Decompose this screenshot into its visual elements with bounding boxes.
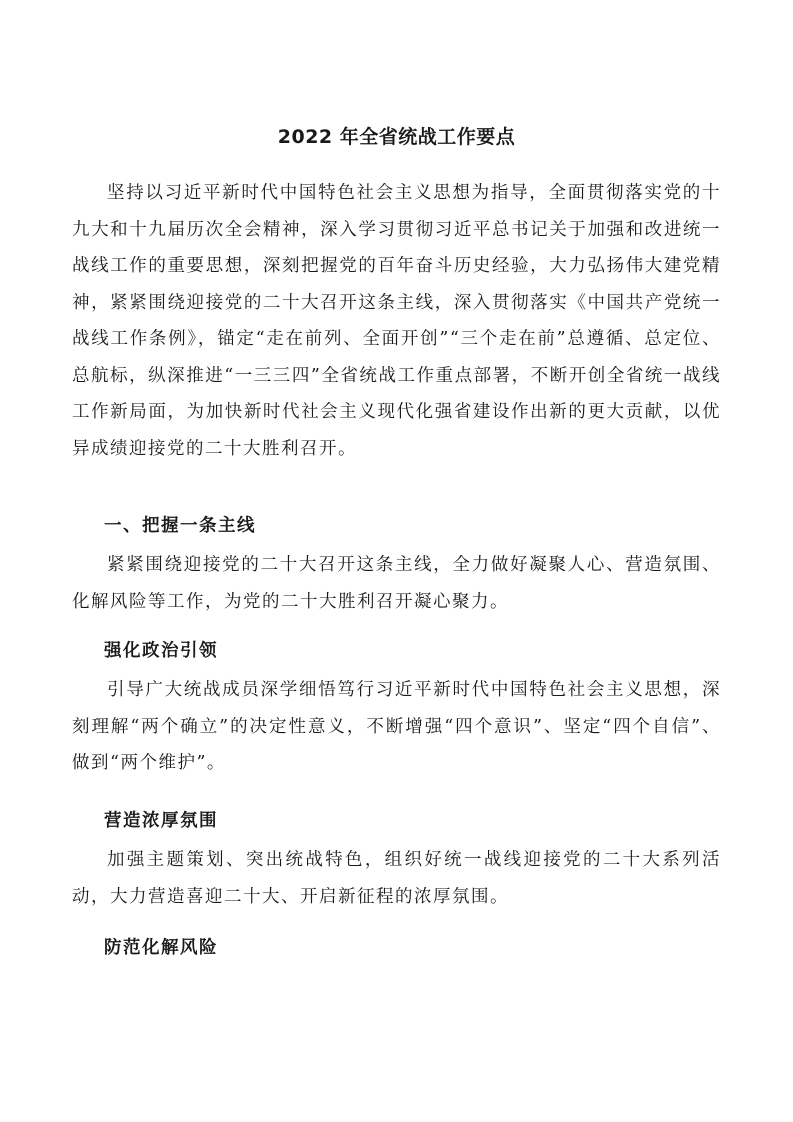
section-heading-main-line: 一、把握一条主线 (104, 516, 256, 536)
body-atmosphere: 加强主题策划、突出统战特色，组织好统一战线迎接党的二十大系列活动，大力营造喜迎二十大、开启新征程的浓厚氛围。 (72, 850, 721, 907)
subheading-atmosphere: 营造浓厚氛围 (104, 811, 218, 831)
subheading-political-guidance: 强化政治引领 (104, 641, 218, 661)
subheading-risk-prevention: 防范化解风险 (104, 938, 218, 958)
section-body-main-line: 紧紧围绕迎接党的二十大召开这条主线，全力做好凝聚人心、营造氛围、化解风险等工作，为党的二十大胜利召开凝心聚力。 (72, 555, 721, 612)
document-title: 2022 年全省统战工作要点 (277, 126, 516, 148)
intro-paragraph: 坚持以习近平新时代中国特色社会主义思想为指导，全面贯彻落实党的十九大和十九届历次全会精神，深入学习贯彻习近平总书记关于加强和改进统一战线工作的重要思想，深刻把握党的百年奋斗历史经验，大力弘扬伟大建党精神，紧紧围绕迎接党的二十大召开这条主线，深入贯彻落实《中国共产党统一战线工作条例》，锚定“走在前列、全面开创”“三个走在前”总遵循、总定位、总航标，纵深推进“一三三四”全省统战工作重点部署，不断开创全省统一战线工作新局面，为加快新时代社会主义现代化强省建设作出新的更大贡献，以优异成绩迎接党的二十大胜利召开。 (72, 183, 721, 459)
body-political-guidance: 引导广大统战成员深学细悟笃行习近平新时代中国特色社会主义思想，深刻理解“两个确立”的决定性意义，不断增强“四个意识”、坚定“四个自信”、做到“两个维护”。 (72, 680, 721, 773)
